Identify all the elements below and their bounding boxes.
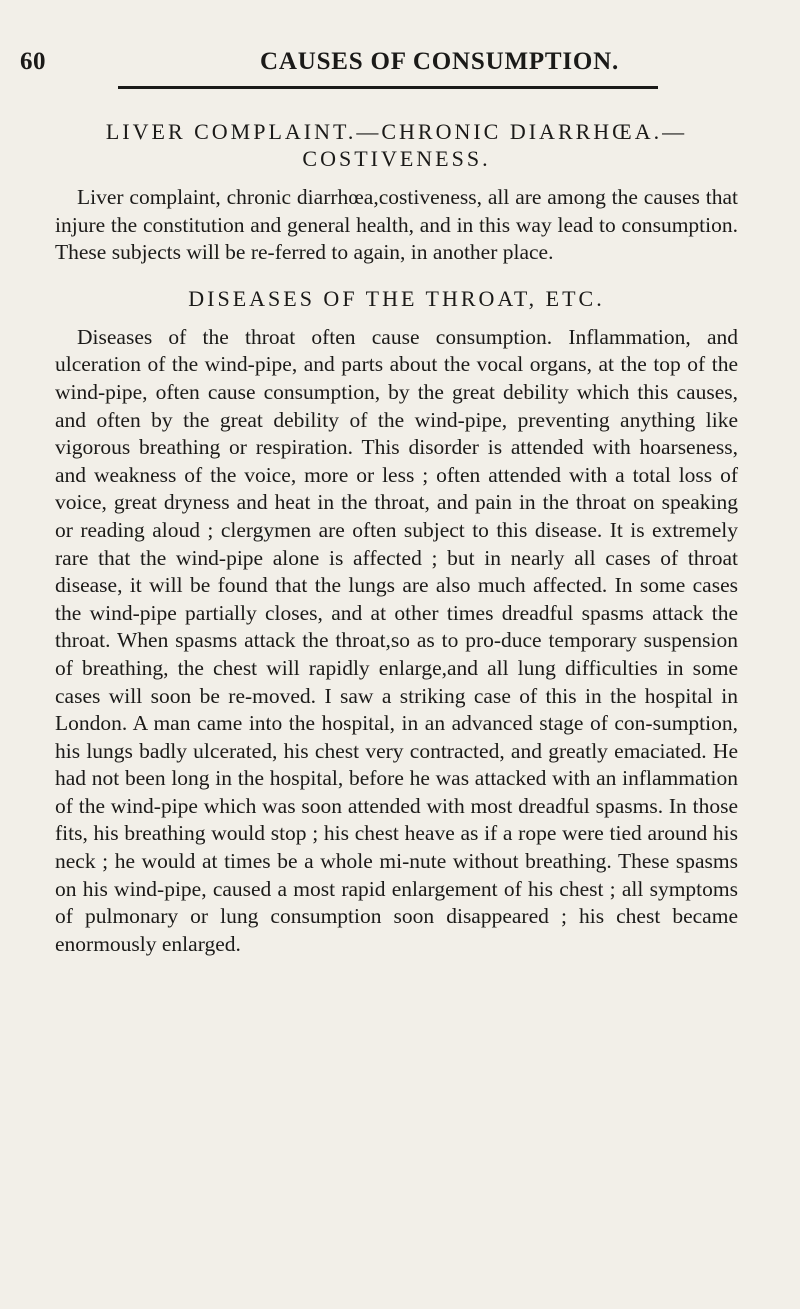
header-rule xyxy=(118,86,658,89)
section-heading-liver-line2: COSTIVENESS. xyxy=(302,146,491,171)
section-heading-throat-line1: DISEASES OF THE THROAT, ETC. xyxy=(188,285,605,311)
paragraph-throat: Diseases of the throat often cause consumption. Inflammation, and ulceration of the wind-pipe, and parts about the vocal organs, at the top of the wind-pipe, often cause consumption, by the great debility which this causes, and often by the great debility of the wind-pipe, preventing anything like vigorous breathing or respiration. This disorder is attended with hoarseness, and weakness of the voice, more or less ; often attended with a total loss of voice, great dryness and heat in the throat, and pain in the throat on speaking or reading aloud ; clergymen are often subject to this disease. It is extremely rare that the wind-pipe alone is affected ; but in nearly all cases of throat disease, it will be found that the lungs are also much affected. In some cases the wind-pipe partially closes, and at other times dreadful spasms attack the throat. When spasms attack the throat,so as to pro-duce temporary suspension of breathing, the chest will rapidly enlarge,and all lung difficulties in some cases will soon be re-moved. I saw a striking case of this in the hospital in London. A man came into the hospital, in an advanced stage of con-sumption, his lungs badly ulcerated, his chest very contracted, and greatly emaciated. He had not been long in the hospital, before he was attacked with an inflammation of the wind-pipe which was soon attended with most dreadful spasms. In those fits, his breathing would stop ; his chest heave as if a rope were tied around his neck ; he would at times be a whole mi-nute without breathing. These spasms on his wind-pipe, caused a most rapid enlargement of his chest ; all symptoms of pulmonary or lung consumption soon disappeared ; his chest became enormously enlarged. xyxy=(55,324,738,956)
paragraph-liver: Liver complaint, chronic diarrhœa,costiveness, all are among the causes that injure the constitution and general health, and in this way lead to consumption. These subjects will be re-ferred to again, in another place. xyxy=(55,185,738,265)
section-heading-throat xyxy=(55,285,738,312)
running-title: CAUSES OF CONSUMPTION. xyxy=(260,48,620,75)
running-head xyxy=(20,48,640,88)
section-heading-liver xyxy=(55,118,738,172)
section-heading-liver-line1: LIVER COMPLAINT.—CHRONIC DIARRHŒA.— xyxy=(105,119,688,144)
page-number: 60 xyxy=(20,48,46,75)
page-content xyxy=(55,118,738,958)
